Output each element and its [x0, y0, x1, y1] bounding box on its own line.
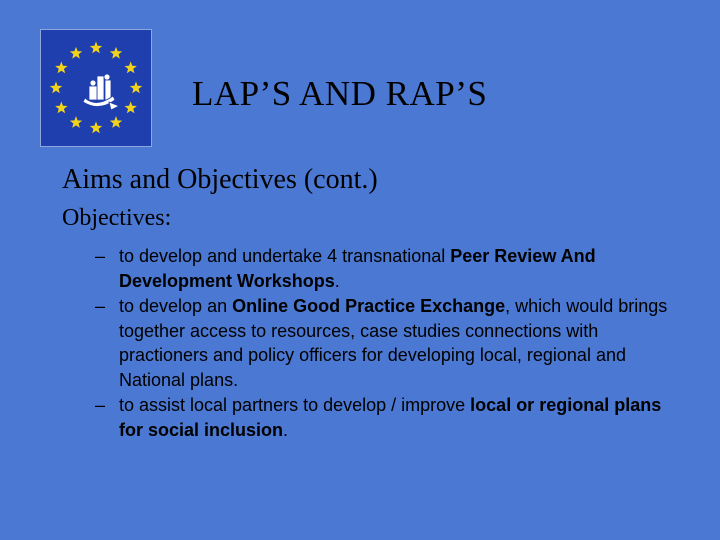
emblem-figures-icon	[83, 74, 119, 110]
star-icon	[124, 62, 136, 74]
star-icon	[110, 116, 122, 128]
objective-item	[95, 294, 675, 392]
objectives-heading: Objectives:	[62, 205, 172, 231]
star-icon	[55, 62, 67, 74]
objective-text-end: .	[283, 419, 289, 440]
eu-stars-logo-icon	[40, 29, 152, 147]
star-icon	[124, 102, 136, 114]
bullet-dash: –	[95, 296, 106, 316]
objective-text-end: , which would brings together access to resources, case studies connections with practioners and policy officers for developing local, regional and National plans.	[119, 296, 668, 390]
objective-bold-text: Online Good Practice Exchange	[232, 296, 506, 316]
objective-item	[95, 393, 675, 442]
star-icon	[110, 47, 122, 59]
objectives-list	[95, 244, 675, 443]
star-icon	[50, 82, 62, 94]
star-icon	[90, 42, 102, 54]
objective-item	[95, 244, 675, 293]
objective-text: to develop and undertake 4 transnational	[119, 246, 451, 266]
objective-text-end: .	[334, 270, 340, 291]
star-icon	[130, 82, 142, 94]
star-icon	[70, 47, 82, 59]
objective-text: to develop an	[119, 296, 233, 316]
objective-text: to assist local partners to develop / improve	[119, 395, 471, 415]
star-icon	[90, 122, 102, 134]
slide-title: LAP’S AND RAP’S	[192, 74, 488, 113]
star-icon	[70, 116, 82, 128]
star-icon	[55, 102, 67, 114]
objective-bold-text: Peer Review And Development Workshops	[119, 246, 596, 291]
bullet-dash: –	[95, 395, 106, 415]
objective-bold-text: local or regional plans for social inclusion	[119, 395, 662, 440]
slide-subtitle: Aims and Objectives (cont.)	[62, 164, 378, 195]
bullet-dash: –	[95, 246, 106, 266]
